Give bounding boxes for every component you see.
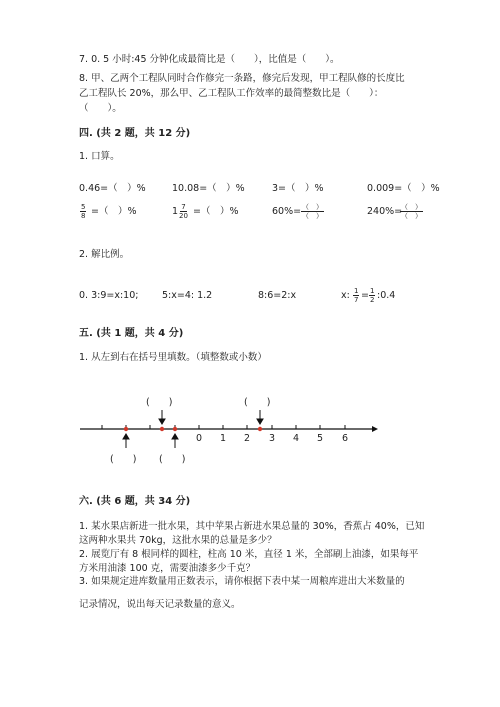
red-point [258,427,262,431]
oral-calc-4: 0.009=（ ）% [367,183,440,194]
red-point [173,427,177,431]
red-point [160,427,164,431]
tick-label-1: 1 [220,433,227,444]
tick-label-2: 2 [244,433,251,444]
section-6-q2-line2: 方米用油漆 100 克，需要油漆多少千克？ [79,563,256,574]
fraction-denominator: （ ） [401,212,422,220]
fraction-numerator: 1 [370,287,375,295]
proportion-3: 8:6=2:x [258,290,297,301]
answer-blank: ( ) [244,397,271,408]
proportion-4-equals: = [361,290,369,301]
answer-blank: ( ) [146,397,173,408]
fraction-numerator: 1 [354,287,359,295]
question-8-line1: 8. 甲、乙两个工程队同时合作修完一条路，修完后发现，甲工程队修的长度比 [79,73,405,84]
proportion-4-tail: :0.4 [377,290,396,301]
section-4-q2: 2. 解比例。 [79,249,130,260]
fraction-numerator: 5 [81,203,86,211]
question-7: 7. 0. 5 小时:45 分钟化成最简比是（ ），比值是（ ）。 [79,54,340,65]
section-6-q1-line1: 1. 某水果店新进一批水果，其中苹果占新进水果总量的 30%，香蕉占 40%，已知 [79,521,425,532]
tick-label-0: 0 [196,433,203,444]
oral-calc-7-head: 60%= [272,206,302,217]
tick-label-5: 5 [317,433,324,444]
fraction-denominator: 2 [370,296,375,304]
proportion-1: 0. 3:9=x:10; [79,290,139,301]
tick-label-6: 6 [342,433,349,444]
tick-label-3: 3 [269,433,276,444]
proportion-4-head: x: [341,290,350,301]
fraction-denominator: 20 [179,212,188,220]
oral-calc-6-tail: =（ ）% [193,206,239,217]
tick-label-4: 4 [293,433,300,444]
section-6-q3-line1: 3. 如果规定进库数量用正数表示，请你根据下表中某一周粮库进出大米数量的 [79,576,405,587]
section-6-q2-line1: 2. 展览厅有 8 根同样的圆柱，柱高 10 米，直径 1 米，全部刷上油漆，如果每平 [79,549,419,560]
fraction-denominator: （ ） [302,212,323,220]
down-arrow-head [159,419,165,424]
answer-blank: ( ) [159,454,186,465]
oral-calc-3: 3=（ ）% [272,183,324,194]
oral-calc-8-head: 240%= [367,206,403,217]
section-5-q1: 1. 从左到右在括号里填数。（填整数或小数） [79,352,267,363]
oral-calc-5-tail: =（ ）% [91,206,137,217]
fraction-denominator: 7 [354,296,359,304]
fraction-numerator: 7 [181,203,186,211]
question-8-line3: （ ）。 [79,103,122,114]
fraction-denominator: 8 [81,212,86,220]
fraction-numerator: （ ） [401,203,422,211]
number-line-arrowhead [372,426,378,432]
section-6-q3-line2: 记录情况，说出每天记录数量的意义。 [79,599,241,610]
section-5-heading: 五. (共 1 题，共 4 分) [79,328,184,339]
up-arrow-head [172,434,178,439]
mixed-number-whole: 1 [172,206,179,217]
section-6-q1-line2: 这两种水果共 70kg，这批水果的总量是多少？ [79,535,277,546]
down-arrow-head [257,419,263,424]
oral-calc-2: 10.08=（ ）% [172,183,245,194]
fraction-numerator: （ ） [302,203,323,211]
section-4-heading: 四. (共 2 题，共 12 分) [79,128,191,139]
question-8-line2: 乙工程队长 20%，那么甲、乙工程队工作效率的最简整数比是（ ）： [79,88,384,99]
up-arrow-head [123,434,129,439]
proportion-2: 5:x=4: 1.2 [162,290,213,301]
oral-calc-1: 0.46=（ ）% [79,183,146,194]
section-6-heading: 六. (共 6 题，共 34 分) [79,496,191,507]
answer-blank: ( ) [110,454,137,465]
section-4-q1: 1. 口算。 [79,151,120,162]
red-point [124,427,128,431]
